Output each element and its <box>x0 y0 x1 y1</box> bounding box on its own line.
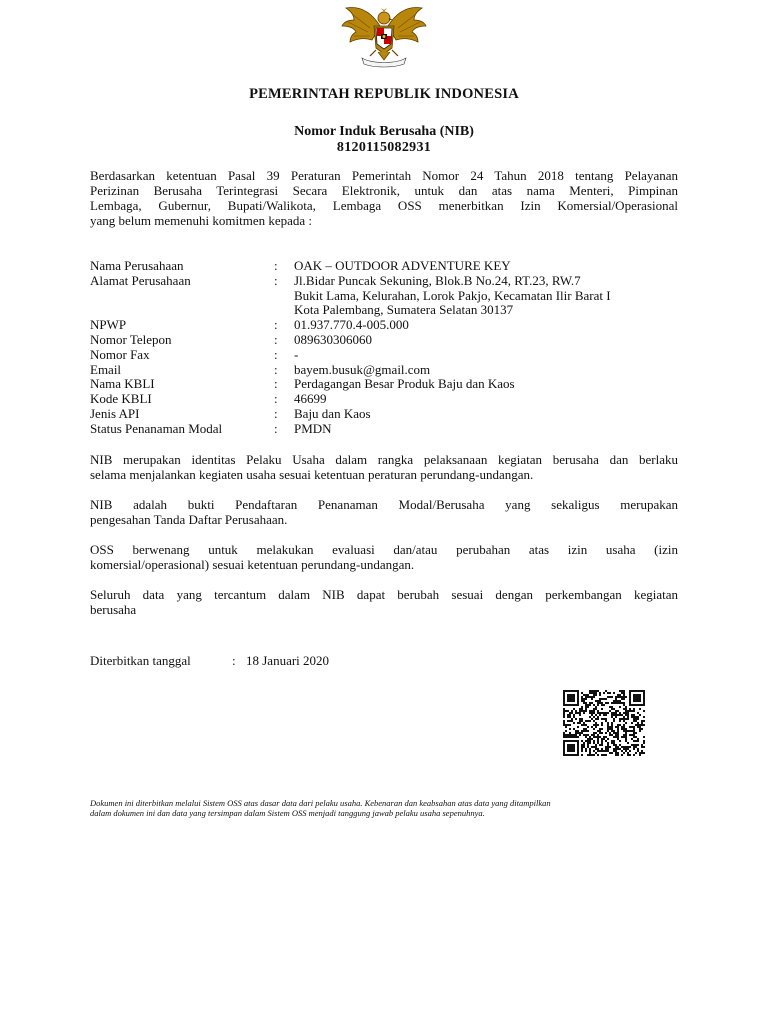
field-row-company-name <box>90 259 690 274</box>
field-row-npwp <box>90 318 690 333</box>
intro-line: Lembaga, Gubernur, Bupati/Walikota, Lembaga OSS menerbitkan Izin Komersial/Operasional <box>90 198 678 213</box>
issued-date: 18 Januari 2020 <box>246 653 330 668</box>
paragraph-line: pengesahan Tanda Daftar Perusahaan. <box>90 512 288 527</box>
paragraph-line: berusaha <box>90 602 137 617</box>
intro-line: yang belum memenuhi komitmen kepada : <box>90 213 313 228</box>
nib-number: 8120115082931 <box>336 140 432 155</box>
field-label: Jenis API <box>90 405 140 421</box>
field-colon: : <box>274 405 278 421</box>
field-value <box>294 348 690 363</box>
field-colon: : <box>274 420 278 436</box>
paragraph-line: selama menjalankan kegiaten usaha sesuai ketentuan peraturan perundang-undangan. <box>90 467 534 482</box>
field-value-line: OAK – OUTDOOR ADVENTURE KEY <box>294 258 511 273</box>
field-label: Email <box>90 361 122 377</box>
intro-line: Perizinan Berusaha Terintegrasi Secara Elektronik, untuk dan atas nama Menteri, Pimpinan <box>90 183 678 198</box>
paragraph-data-change <box>90 587 678 617</box>
field-value <box>294 392 690 407</box>
field-value-line: Jl.Bidar Puncak Sekuning, Blok.B No.24, RT.23, RW.7 <box>294 272 581 288</box>
field-row-email <box>90 363 690 378</box>
field-row-company-address <box>90 274 690 318</box>
paragraph-nib-identity <box>90 452 678 482</box>
field-row-api-type <box>90 407 690 422</box>
field-colon: : <box>274 331 278 347</box>
paragraph-line: NIB merupakan identitas Pelaku Usaha dalam rangka pelaksanaan kegiatan berusaha dan berlaku <box>90 452 678 467</box>
footer-line: Dokumen ini diterbitkan melalui Sistem OSS atas dasar data dari pelaku usaha. Kebenaran dan keabsahan atas data yang ditampilkan <box>90 798 551 808</box>
field-value <box>294 274 690 318</box>
government-title: PEMERINTAH REPUBLIK INDONESIA <box>249 86 519 102</box>
field-label: Nomor Telepon <box>90 331 172 347</box>
field-value-line: 089630306060 <box>294 331 372 347</box>
field-value <box>294 407 690 422</box>
field-colon: : <box>274 258 278 273</box>
intro-line: Berdasarkan ketentuan Pasal 39 Peraturan Pemerintah Nomor 24 Tahun 2018 tentang Pelayanan <box>90 168 678 183</box>
paragraph-line: Seluruh data yang tercantum dalam NIB dapat berubah sesuai dengan perkembangan kegiatan <box>90 587 678 602</box>
field-value-line: Perdagangan Besar Produk Baju dan Kaos <box>294 376 515 392</box>
field-value-line: 46699 <box>294 391 327 407</box>
field-value-line: Kota Palembang, Sumatera Selatan 30137 <box>294 302 514 318</box>
footer-disclaimer <box>90 798 690 818</box>
field-label: Nama Perusahaan <box>90 258 184 273</box>
field-row-kbli-code <box>90 392 690 407</box>
field-value-line: - <box>294 346 299 362</box>
field-label: Status Penanaman Modal <box>90 420 223 436</box>
field-colon: : <box>274 391 278 407</box>
field-label: Nama KBLI <box>90 376 155 392</box>
field-value <box>294 377 690 392</box>
field-label: Alamat Perusahaan <box>90 272 191 288</box>
garuda-emblem-icon <box>340 4 428 68</box>
field-label: NPWP <box>90 317 127 333</box>
field-label: Nomor Fax <box>90 346 150 362</box>
paragraph-oss-authority <box>90 542 678 572</box>
paragraph-line: NIB adalah bukti Pendaftaran Penanaman Modal/Berusaha yang sekaligus merupakan <box>90 497 678 512</box>
intro-paragraph <box>90 168 678 228</box>
issued-date-row <box>90 653 329 669</box>
field-colon: : <box>274 272 278 288</box>
field-row-kbli-name <box>90 377 690 392</box>
field-value <box>294 318 690 333</box>
field-value-line: Bukit Lama, Kelurahan, Lorok Pakjo, Kecamatan Ilir Barat I <box>294 287 611 303</box>
issued-colon: : <box>232 653 236 668</box>
field-value-line: PMDN <box>294 420 332 436</box>
footer-line: dalam dokumen ini dan data yang tersimpan dalam Sistem OSS menjadi tanggung jawab pelaku usaha sepenuhnya. <box>90 808 485 818</box>
field-value-line: 01.937.770.4-005.000 <box>294 317 409 333</box>
field-colon: : <box>274 346 278 362</box>
field-value-line: Baju dan Kaos <box>294 405 371 421</box>
field-colon: : <box>274 361 278 377</box>
field-row-phone <box>90 333 690 348</box>
qr-code-icon <box>563 690 645 756</box>
field-label: Kode KBLI <box>90 391 152 407</box>
field-colon: : <box>274 317 278 333</box>
field-value <box>294 259 690 274</box>
field-value <box>294 333 690 348</box>
paragraph-nib-proof <box>90 497 678 527</box>
field-row-investment-status <box>90 422 690 437</box>
company-details <box>90 259 690 437</box>
field-row-fax <box>90 348 690 363</box>
field-value <box>294 422 690 437</box>
issued-label: Diterbitkan tanggal <box>90 653 191 668</box>
paragraph-line: komersial/operasional) sesuai ketentuan perundang-undangan. <box>90 557 415 572</box>
field-colon: : <box>274 376 278 392</box>
paragraph-line: OSS berwenang untuk melakukan evaluasi dan/atau perubahan atas izin usaha (izin <box>90 542 678 557</box>
nib-heading: Nomor Induk Berusaha (NIB) <box>294 124 474 139</box>
field-value <box>294 363 690 378</box>
field-value-line: bayem.busuk@gmail.com <box>294 361 431 377</box>
